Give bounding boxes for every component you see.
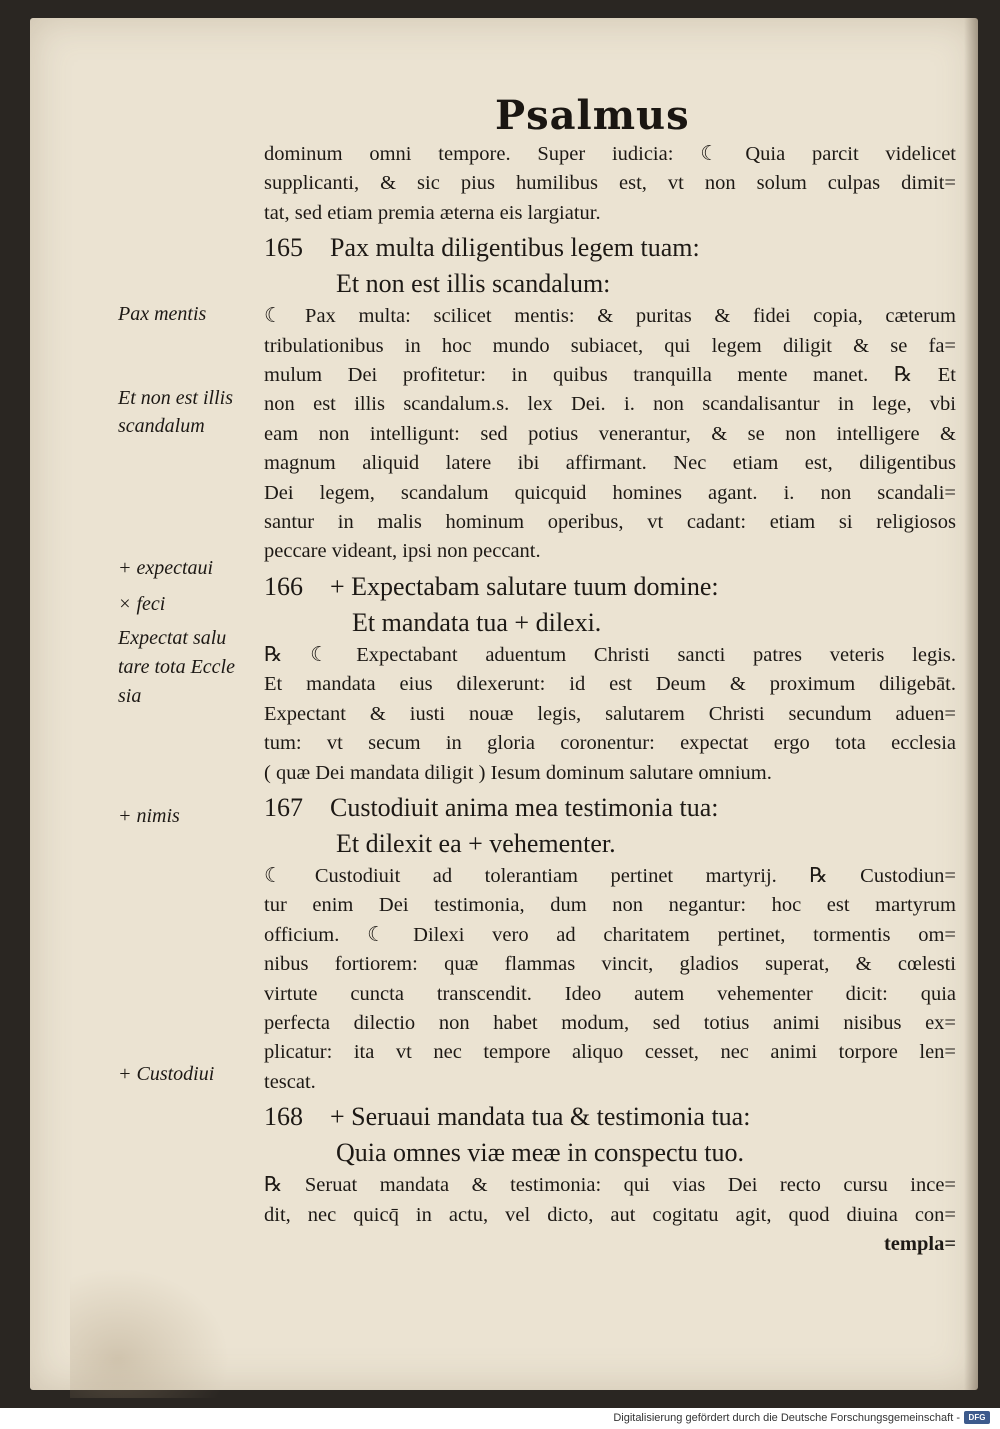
text-line: mulum Dei profitetur: in quibus tranquilla mente manet. ℞ Et (264, 364, 956, 387)
verse-line: Et non est illis scandalum: (336, 269, 611, 299)
text-line: tat, sed etiam premia æterna eis largiatur. (264, 201, 601, 224)
text-line: plicatur: ita vt nec tempore aliquo cesset, nec animi torpore len= (264, 1041, 956, 1064)
verse-168 (264, 1099, 956, 1171)
text-line: non est illis scandalum.s. lex Dei. i. non scandalisantur in lege, vbi (264, 393, 956, 416)
funding-credit: Digitalisierung gefördert durch die Deutsche Forschungsgemeinschaft - (613, 1412, 960, 1424)
text-line: officium. ☾ Dilexi vero ad charitatem pertinet, tormentis om= (264, 923, 956, 946)
verse-line: + Expectabam salutare tuum domine: (330, 571, 719, 601)
text-line: dominum omni tempore. Super iudicia: ☾ Quia parcit videlicet (264, 143, 956, 165)
text-line: virtute cuncta transcendit. Ideo autem vehementer dicit: quia (264, 982, 956, 1005)
verse-line: Pax multa diligentibus legem tuam: (330, 233, 700, 263)
margin-note: tare tota Eccle (118, 656, 235, 678)
margin-note: Et non est illis (118, 387, 233, 409)
main-text (264, 140, 956, 1259)
margin-note: + expectaui (118, 557, 214, 579)
text-line: tescat. (264, 1070, 316, 1093)
verse-166 (264, 569, 956, 641)
text-line: nibus fortiorem: quæ flammas vincit, gladios superat, & cœlesti (264, 953, 956, 976)
text-line: Dei legem, scandalum quicquid homines agant. i. non scandali= (264, 481, 956, 504)
page-edge-shadow (964, 18, 978, 1390)
text-line: ☾ Pax multa: scilicet mentis: & puritas & fidei copia, cæterum (264, 305, 956, 328)
running-header: Psalmus (495, 92, 690, 139)
margin-note: × feci (118, 593, 166, 615)
text-line: magnum aliquid latere ibi affirmant. Nec etiam est, diligentibus (264, 452, 956, 475)
text-line: tur enim Dei testimonia, dum non negantur: hoc est martyrum (264, 894, 956, 917)
footer-bar (0, 1408, 1000, 1429)
text-line: perfecta dilectio non habet modum, sed totius animi nisibus ex= (264, 1011, 956, 1034)
text-line: ℞ Seruat mandata & testimonia: qui vias Dei recto cursu ince= (264, 1174, 956, 1197)
text-line: tum: vt secum in gloria coronentur: expectat ergo tota ecclesia (264, 732, 956, 755)
verse-line: Custodiuit anima mea testimonia tua: (330, 792, 719, 822)
dfg-logo-icon: DFG (964, 1411, 990, 1424)
verse-165 (264, 230, 956, 302)
water-stain (70, 1268, 230, 1398)
margin-note: + Custodiui (118, 1063, 215, 1085)
margin-note: Pax mentis (118, 303, 207, 325)
text-line: eam non intelligunt: sed potius venerantur, & se non intelligere & (264, 422, 956, 445)
verse-number: 165 (264, 233, 303, 263)
text-line: ( quæ Dei mandata diligit ) Iesum dominum salutare omnium. (264, 761, 772, 784)
text-line: ☾ Custodiuit ad tolerantiam pertinet martyrij. ℞ Custodiun= (264, 864, 956, 887)
verse-line: Et dilexit ea + vehementer. (336, 828, 616, 858)
catchword: templa= (883, 1232, 956, 1255)
text-line: santur in malis hominum operibus, vt cadant: etiam si religiosos (264, 511, 956, 534)
verse-line: Quia omnes viæ meæ in conspectu tuo. (336, 1138, 745, 1168)
verse-number: 166 (264, 571, 303, 601)
margin-note: sia (118, 685, 142, 707)
verse-167 (264, 790, 956, 862)
verse-number: 167 (264, 792, 303, 822)
verse-line: Et mandata tua + dilexi. (352, 607, 602, 637)
margin-note: scandalum (118, 415, 205, 437)
margin-note: Expectat salu (118, 627, 227, 649)
text-line: tribulationibus in hoc mundo subiacet, qui legem diligit & se fa= (264, 334, 956, 357)
text-line: Et mandata eius dilexerunt: id est Deum & proximum diligebāt. (264, 673, 956, 696)
text-line: Expectant & iusti nouæ legis, salutarem Christi secundum aduen= (264, 702, 956, 725)
text-line: peccare videant, ipsi non peccant. (264, 540, 541, 563)
verse-line: + Seruaui mandata tua & testimonia tua: (330, 1102, 751, 1132)
text-line: dit, nec quicq̄ in actu, vel dicto, aut cogitatu agit, quod diuina con= (264, 1203, 956, 1226)
text-line: ℞ ☾ Expectabant aduentum Christi sancti patres veteris legis. (264, 643, 956, 666)
verse-number: 168 (264, 1102, 303, 1132)
margin-note: + nimis (118, 805, 180, 827)
text-line: supplicanti, & sic pius humilibus est, vt non solum culpas dimit= (264, 172, 956, 195)
